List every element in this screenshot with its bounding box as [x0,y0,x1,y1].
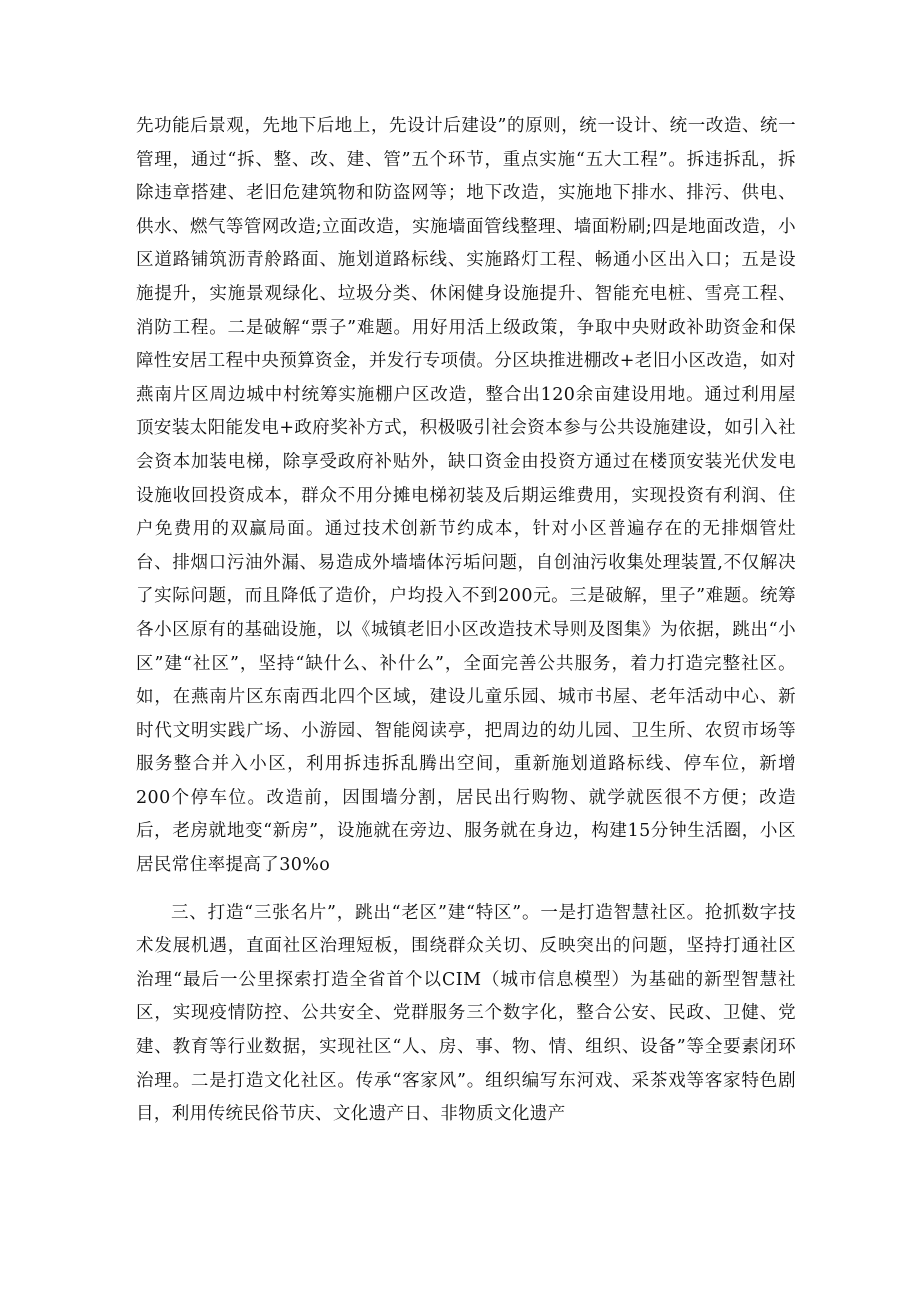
document-page [136,110,796,1132]
paragraph-section-three: 三、打造“三张名片”，跳出“老区”建“特区”。一是打造智慧社区。抢抓数字技术发展机遇，直面社区治理短板，围绕群众关切、反映突出的问题，坚持打通社区治理“最后一公里探索打造全省首个以CIM（城市信息模型）为基础的新型智慧社区，实现疫情防控、公共安全、党群服务三个数字化，整合公安、民政、卫健、党建、教育等行业数据，实现社区“人、房、事、物、情、组织、设备”等全要素闭环治理。二是打造文化社区。传承“客家风”。组织编写东河戏、采茶戏等客家特色剧目，利用传统民俗节庆、文化遗产日、非物质文化遗产 [136,902,796,1125]
paragraph-continuation: 先功能后景观，先地下后地上，先设计后建设”的原则，统一设计、统一改造、统一管理，通过“拆、整、改、建、管”五个环节，重点实施“五大工程”。拆违拆乱，拆除违章搭建、老旧危建筑物和防盗网等；地下改造，实施地下排水、排污、供电、供水、燃气等管网改造;立面改造，实施墙面管线整理、墙面粉刷;四是地面改造，小区道路铺筑沥青舲路面、施划道路标线、实施路灯工程、畅通小区出入口；五是设施提升，实施景观绿化、垃圾分类、休闲健身设施提升、智能充电桩、雪亮工程、消防工程。二是破解“票子”难题。用好用活上级政策，争取中央财政补助资金和保障性安居工程中央预算资金，并发行专项债。分区块推进棚改+老旧小区改造，如对燕南片区周边城中村统筹实施棚户区改造，整合出120余亩建设用地。通过利用屋顶安装太阳能发电+政府奖补方式，积极吸引社会资本参与公共设施建设，如引入社会资本加装电梯，除享受政府补贴外，缺口资金由投资方通过在楼顶安装光伏发电设施收回投资成本，群众不用分摊电梯初装及后期运维费用，实现投资有利润、住户免费用的双赢局面。通过技术创新节约成本，针对小区普遍存在的无排烟管灶台、排烟口污油外漏、易造成外墙墙体污垢问题，自创油污收集处理装置,不仅解决了实际问题，而且降低了造价，户均投入不到200元。三是破解，里子”难题。统筹各小区原有的基础设施，以《城镇老旧小区改造技术导则及图集》为依据，跳出“小区”建“社区”，坚持“缺什么、补什么”，全面完善公共服务，着力打造完整社区。如，在燕南片区东南西北四个区域，建设儿童乐园、城市书屋、老年活动中心、新时代文明实践广场、小游园、智能阅读亭，把周边的幼儿园、卫生所、农贸市场等服务整合并入小区，利用拆违拆乱腾出空间，重新施划道路标线、停车位，新增200个停车位。改造前，因围墙分割，居民出行购物、就学就医很不方便；改造后，老房就地变“新房”，设施就在旁边、服务就在身边，构建15分钟生活圈，小区居民常住率提高了30%o [136,116,796,876]
